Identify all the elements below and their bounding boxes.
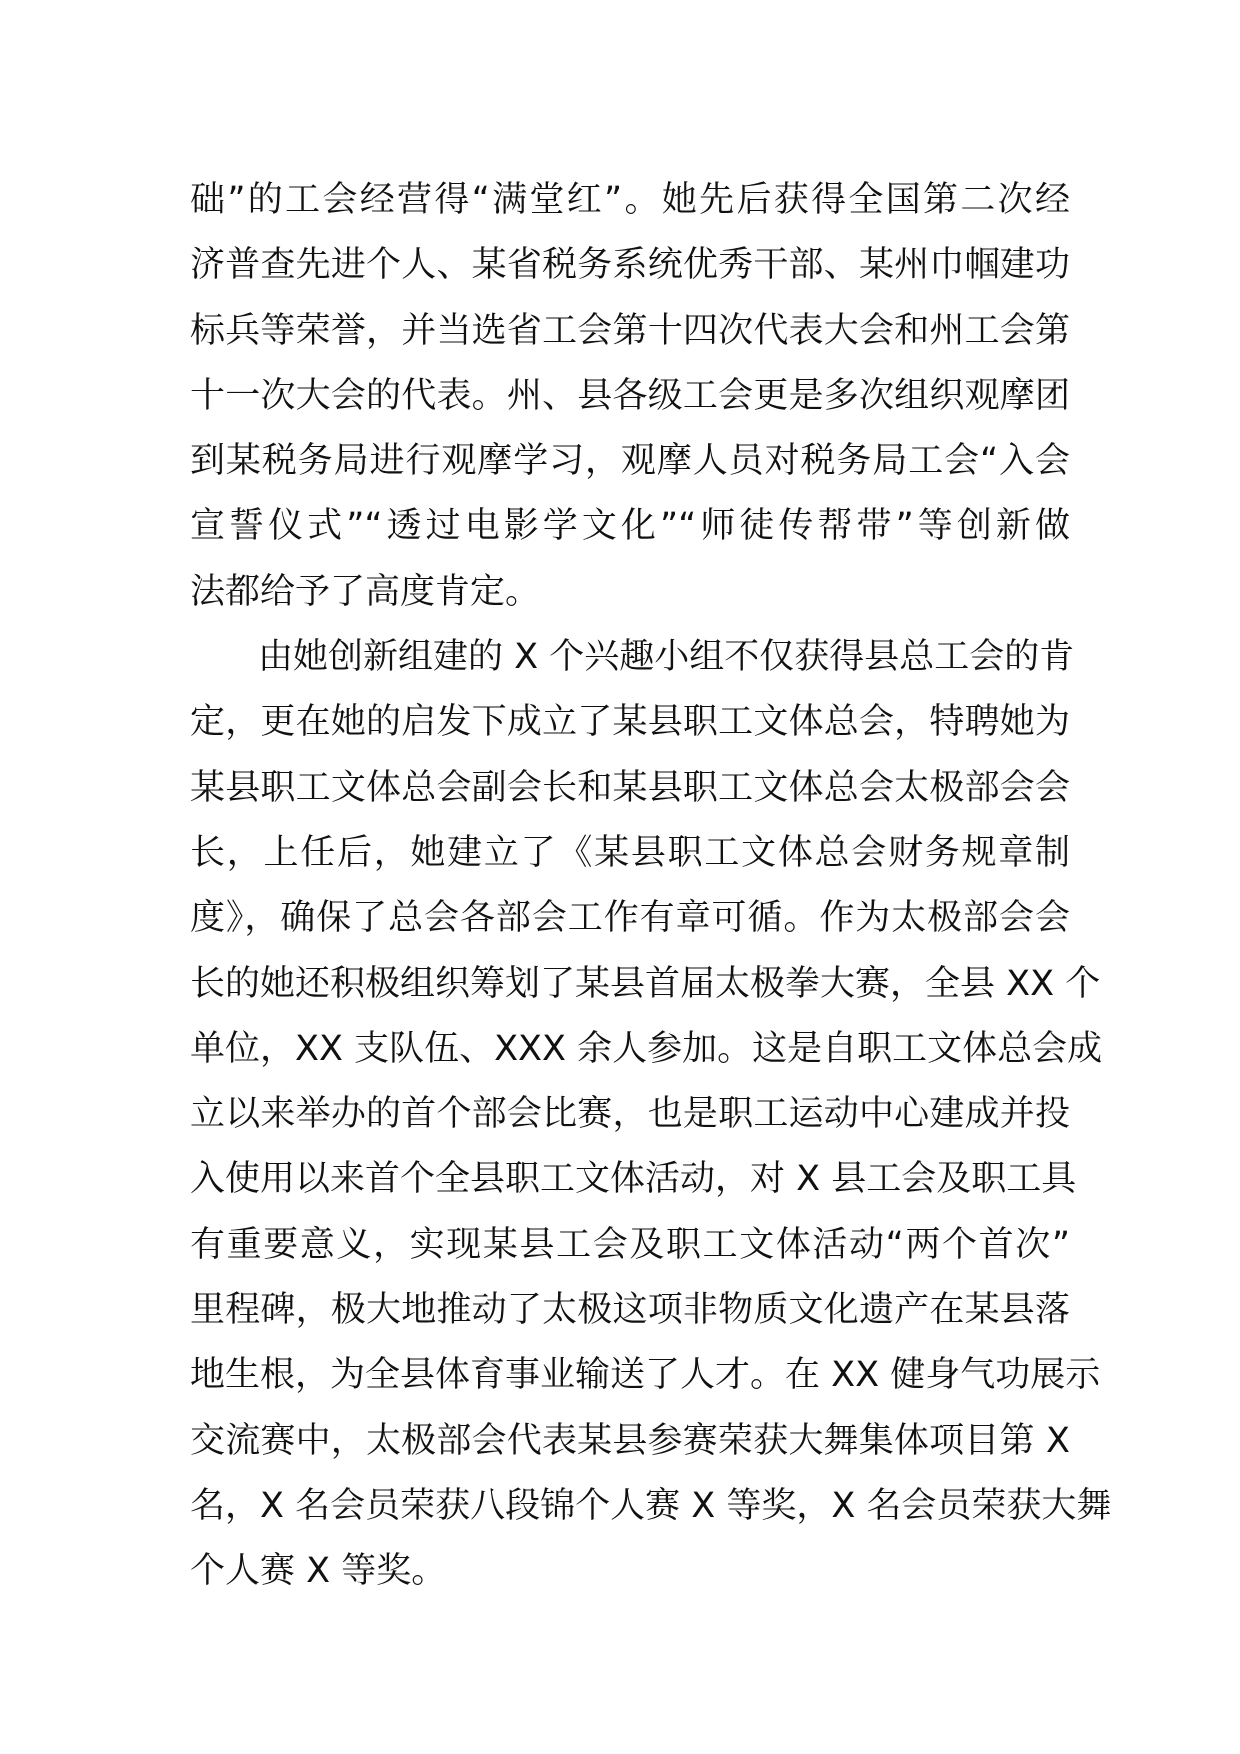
paragraph-line: 交流赛中，太极部会代表某县参赛荣获大舞集体项目第 X: [190, 1420, 1070, 1461]
paragraph-line: 单位，XX 支队伍、XXX 余人参加。这是自职工文体总会成: [190, 1028, 1103, 1069]
paragraph-line: 础”的工会经营得“满堂红”。她先后获得全国第二次经: [190, 180, 1070, 220]
body-text: [190, 168, 1112, 1605]
paragraph-line: 十一次大会的代表。州、县各级工会更是多次组织观摩团: [190, 375, 1070, 416]
paragraph-line: 有重要意义，实现某县工会及职工文体活动“两个首次”: [190, 1224, 1070, 1265]
paragraph-line: 定，更在她的启发下成立了某县职工文体总会，特聘她为: [190, 702, 1070, 743]
paragraph-line: 法都给予了高度肯定。: [190, 571, 541, 612]
paragraph-line: 度》，确保了总会各部会工作有章可循。作为太极部会会: [190, 898, 1070, 939]
paragraph-line: 立以来举办的首个部会比赛，也是职工运动中心建成并投: [190, 1094, 1070, 1135]
paragraph-line: 地生根，为全县体育事业输送了人才。在 XX 健身气功展示: [190, 1355, 1101, 1396]
paragraph-line: 名，X 名会员荣获八段锦个人赛 X 等奖，X 名会员荣获大舞: [190, 1485, 1112, 1526]
paragraph-line: 到某税务局进行观摩学习，观摩人员对税务局工会“入会: [190, 441, 1070, 482]
paragraph-line: 个人赛 X 等奖。: [190, 1551, 447, 1592]
paragraph-line: 济普查先进个人、某省税务系统优秀干部、某州巾帼建功: [190, 245, 1070, 286]
paragraph-line: 标兵等荣誉，并当选省工会第十四次代表大会和州工会第: [190, 310, 1070, 351]
paragraph-line: 宣誓仪式”“透过电影学文化”“师徒传帮带”等创新做: [190, 506, 1070, 547]
paragraph-line: 由她创新组建的 X 个兴趣小组不仅获得县总工会的肯: [258, 637, 1075, 678]
paragraph-line: 长的她还积极组织筹划了某县首届太极拳大赛，全县 XX 个: [190, 963, 1101, 1004]
paragraph-line: 某县职工文体总会副会长和某县职工文体总会太极部会会: [190, 767, 1070, 808]
paragraph-line: 入使用以来首个全县职工文体活动，对 X 县工会及职工具: [190, 1159, 1077, 1200]
paragraph-line: 里程碑，极大地推动了太极这项非物质文化遗产在某县落: [190, 1290, 1070, 1331]
paragraph-line: 长，上任后，她建立了《某县职工文体总会财务规章制: [190, 832, 1070, 873]
